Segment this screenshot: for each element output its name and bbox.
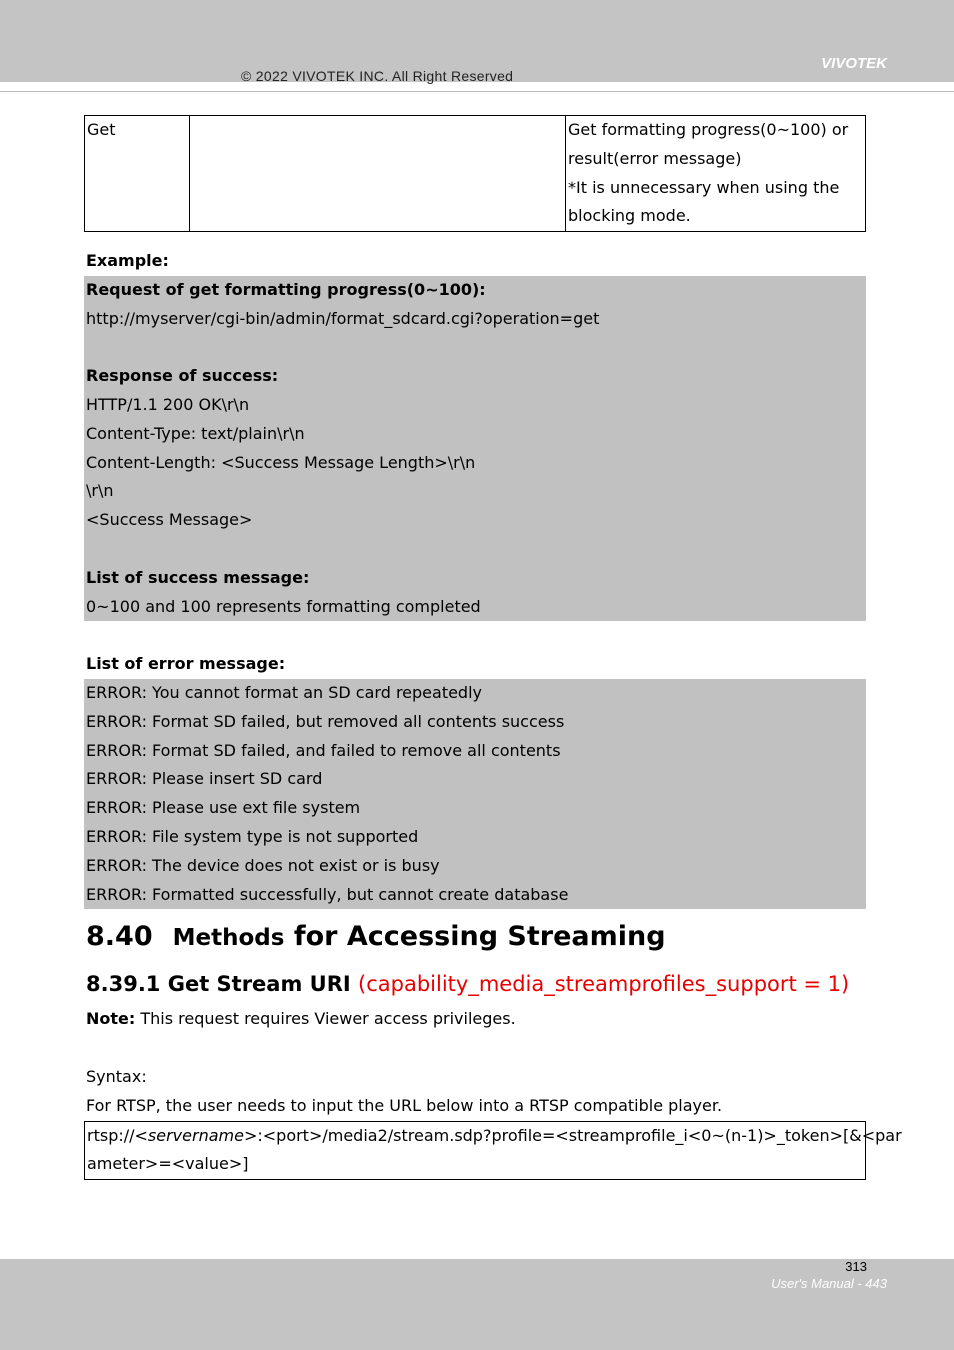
response-line: \r\n <box>86 481 114 501</box>
description-line: blocking mode. <box>568 206 691 226</box>
syntax-intro: For RTSP, the user needs to input the URL below into a RTSP compatible player. <box>86 1095 723 1115</box>
method-cell: Get <box>85 116 190 232</box>
error-item: ERROR: File system type is not supported <box>86 826 419 846</box>
request-url: http://myserver/cgi-bin/admin/format_sdcard.cgi?operation=get <box>86 308 600 328</box>
footer-band <box>0 1259 954 1350</box>
spacer <box>84 333 866 362</box>
copyright-text: © 2022 VIVOTEK INC. All Right Reserved <box>241 68 514 84</box>
success-list-label: List of success message: <box>86 567 310 587</box>
spacer <box>84 621 866 650</box>
header-divider <box>0 91 954 92</box>
syntax-label: Syntax: <box>86 1066 147 1086</box>
section-title-rest: for Accessing Streaming <box>293 921 666 953</box>
response-line: HTTP/1.1 200 OK\r\n <box>86 394 250 414</box>
syntax-box <box>84 1121 902 1181</box>
section-heading <box>84 917 866 957</box>
syntax-suffix: >:<port>/media2/stream.sdp?profile=<streamprofile_i<0~(n-1)>_token>[&<par <box>243 1125 902 1145</box>
note-paragraph <box>84 1005 866 1034</box>
note-text: This request requires Viewer access privileges. <box>140 1009 516 1029</box>
example-label: Example: <box>86 250 169 270</box>
section-title-word: Methods <box>172 925 285 952</box>
response-line: Content-Type: text/plain\r\n <box>86 423 305 443</box>
spacer <box>84 1034 866 1063</box>
request-label: Request of get formatting progress(0~100): <box>86 279 486 299</box>
page-number: 313 <box>845 1259 867 1274</box>
description-line: result(error message) <box>568 148 742 168</box>
subsection-title: 8.39.1 Get Stream URI <box>86 972 351 997</box>
error-item: ERROR: Format SD failed, and failed to remove all contents <box>86 740 561 760</box>
description-line: Get formatting progress(0~100) or <box>568 120 849 139</box>
error-item: ERROR: Format SD failed, but removed all contents success <box>86 711 565 731</box>
subsection-heading <box>84 969 866 999</box>
response-line: Content-Length: <Success Message Length>\r\n <box>86 452 476 472</box>
response-label: Response of success: <box>86 366 279 386</box>
example-code-box <box>84 276 866 622</box>
parameter-cell <box>190 116 566 232</box>
error-item: ERROR: Please insert SD card <box>86 769 323 789</box>
description-line: *It is unnecessary when using the <box>568 177 840 197</box>
manual-page-label: User's Manual - 443 <box>771 1276 887 1291</box>
error-list-box <box>84 679 866 909</box>
syntax-line <box>85 1122 902 1151</box>
syntax-line: ameter>=<value>] <box>87 1154 249 1174</box>
method-table <box>84 115 866 232</box>
error-list-label: List of error message: <box>86 654 286 674</box>
success-list-text: 0~100 and 100 represents formatting completed <box>86 596 481 616</box>
error-item: ERROR: Please use ext file system <box>86 798 361 818</box>
response-line: <Success Message> <box>86 510 253 530</box>
error-item: ERROR: Formatted successfully, but cannot create database <box>86 884 569 904</box>
error-item: ERROR: The device does not exist or is busy <box>86 855 440 875</box>
spacer <box>84 535 866 564</box>
section-number: 8.40 <box>86 921 153 953</box>
error-item: ERROR: You cannot format an SD card repeatedly <box>86 682 482 702</box>
note-label: Note: <box>86 1009 136 1029</box>
table-row <box>85 116 866 232</box>
capability-tag: (capability_media_streamprofiles_support = 1) <box>358 972 850 997</box>
syntax-servername: servername <box>147 1125 244 1145</box>
brand-logo-text: VIVOTEK <box>821 55 887 72</box>
page-content <box>84 115 902 1180</box>
syntax-prefix: rtsp://< <box>87 1125 148 1145</box>
description-cell <box>566 116 866 232</box>
